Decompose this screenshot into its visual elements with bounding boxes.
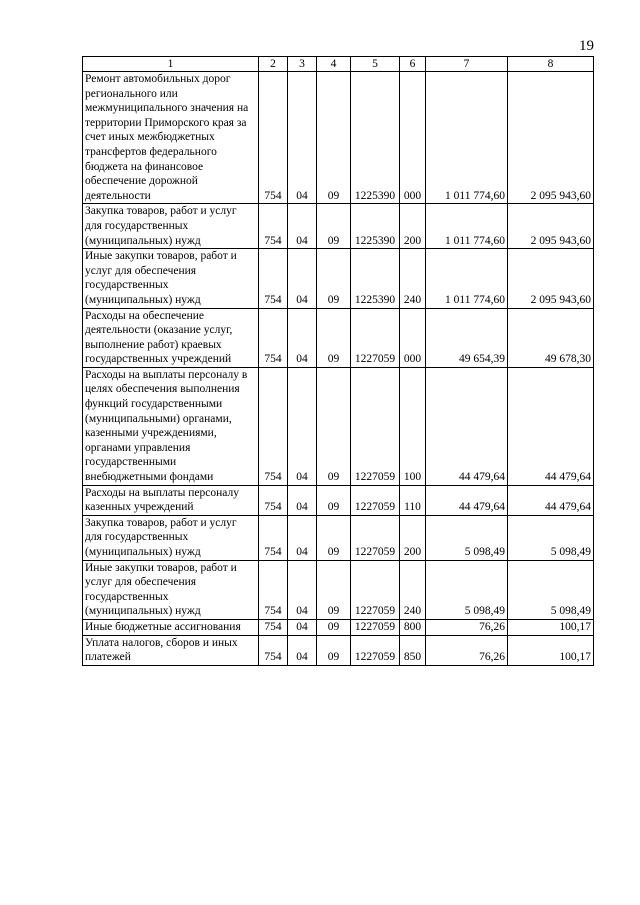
row-description: Иные бюджетные ассигнования (83, 619, 259, 635)
row-col-3: 04 (288, 249, 317, 308)
row-col-8: 44 479,64 (508, 485, 594, 515)
row-col-6: 100 (400, 367, 426, 485)
row-col-3: 04 (288, 560, 317, 619)
row-col-2: 754 (259, 308, 288, 367)
row-col-4: 09 (317, 249, 351, 308)
row-col-5: 1227059 (351, 485, 400, 515)
row-col-4: 09 (317, 72, 351, 204)
row-col-2: 754 (259, 560, 288, 619)
row-col-3: 04 (288, 485, 317, 515)
row-col-7: 1 011 774,60 (426, 249, 508, 308)
row-description: Расходы на выплаты персоналу в целях обеспечения выполнения функций государственными (муниципальными) органами, казенными учреждениями, органами управления государственными внебюджетными фондами (83, 367, 259, 485)
row-col-8: 5 098,49 (508, 560, 594, 619)
row-col-4: 09 (317, 204, 351, 249)
row-col-6: 000 (400, 308, 426, 367)
header-col-4: 4 (317, 57, 351, 72)
row-col-7: 44 479,64 (426, 485, 508, 515)
row-col-4: 09 (317, 560, 351, 619)
header-col-7: 7 (426, 57, 508, 72)
row-col-6: 200 (400, 515, 426, 560)
header-col-8: 8 (508, 57, 594, 72)
row-col-6: 850 (400, 635, 426, 665)
row-col-4: 09 (317, 308, 351, 367)
table-row (83, 485, 594, 515)
row-col-2: 754 (259, 204, 288, 249)
row-col-8: 100,17 (508, 635, 594, 665)
header-col-3: 3 (288, 57, 317, 72)
page-number: 19 (579, 38, 594, 54)
row-col-7: 5 098,49 (426, 515, 508, 560)
row-col-3: 04 (288, 515, 317, 560)
row-col-5: 1225390 (351, 249, 400, 308)
row-col-5: 1225390 (351, 204, 400, 249)
row-col-4: 09 (317, 485, 351, 515)
row-col-5: 1225390 (351, 72, 400, 204)
table-row (83, 72, 594, 204)
row-col-3: 04 (288, 367, 317, 485)
row-col-8: 49 678,30 (508, 308, 594, 367)
row-col-4: 09 (317, 635, 351, 665)
row-col-8: 2 095 943,60 (508, 204, 594, 249)
row-col-3: 04 (288, 619, 317, 635)
row-col-8: 44 479,64 (508, 367, 594, 485)
row-col-2: 754 (259, 72, 288, 204)
row-col-2: 754 (259, 485, 288, 515)
row-col-6: 000 (400, 72, 426, 204)
row-col-6: 200 (400, 204, 426, 249)
table-row (83, 308, 594, 367)
row-description: Расходы на выплаты персоналу казенных учреждений (83, 485, 259, 515)
row-col-2: 754 (259, 619, 288, 635)
row-col-5: 1227059 (351, 308, 400, 367)
row-col-4: 09 (317, 619, 351, 635)
row-col-6: 110 (400, 485, 426, 515)
row-col-5: 1227059 (351, 515, 400, 560)
row-description: Уплата налогов, сборов и иных платежей (83, 635, 259, 665)
table-row (83, 560, 594, 619)
row-description: Иные закупки товаров, работ и услуг для обеспечения государственных (муниципальных) нужд (83, 560, 259, 619)
row-description: Закупка товаров, работ и услуг для государственных (муниципальных) нужд (83, 515, 259, 560)
row-description: Закупка товаров, работ и услуг для государственных (муниципальных) нужд (83, 204, 259, 249)
header-col-2: 2 (259, 57, 288, 72)
row-col-2: 754 (259, 249, 288, 308)
row-description: Расходы на обеспечение деятельности (оказание услуг, выполнение работ) краевых государственных учреждений (83, 308, 259, 367)
row-col-7: 5 098,49 (426, 560, 508, 619)
row-col-4: 09 (317, 515, 351, 560)
header-col-6: 6 (400, 57, 426, 72)
row-col-3: 04 (288, 308, 317, 367)
table-row (83, 367, 594, 485)
row-col-8: 2 095 943,60 (508, 249, 594, 308)
header-row (83, 57, 594, 72)
table-row (83, 249, 594, 308)
row-col-6: 240 (400, 249, 426, 308)
header-col-1: 1 (83, 57, 259, 72)
table-row (83, 515, 594, 560)
row-col-3: 04 (288, 204, 317, 249)
row-col-5: 1227059 (351, 367, 400, 485)
row-col-8: 100,17 (508, 619, 594, 635)
row-col-5: 1227059 (351, 560, 400, 619)
table-row (83, 635, 594, 665)
row-col-3: 04 (288, 72, 317, 204)
row-col-7: 49 654,39 (426, 308, 508, 367)
row-col-8: 2 095 943,60 (508, 72, 594, 204)
row-col-7: 1 011 774,60 (426, 72, 508, 204)
row-col-3: 04 (288, 635, 317, 665)
row-col-7: 44 479,64 (426, 367, 508, 485)
row-col-2: 754 (259, 515, 288, 560)
table-row (83, 619, 594, 635)
row-col-2: 754 (259, 635, 288, 665)
budget-table (82, 56, 594, 666)
row-col-7: 76,26 (426, 635, 508, 665)
row-description: Ремонт автомобильных дорог регионального или межмуниципального значения на территории Приморского края за счет иных межбюджетных трансфертов федерального бюджета на финансовое обеспечение дорожной деятельности (83, 72, 259, 204)
row-description: Иные закупки товаров, работ и услуг для обеспечения государственных (муниципальных) нужд (83, 249, 259, 308)
table-row (83, 204, 594, 249)
row-col-4: 09 (317, 367, 351, 485)
header-col-5: 5 (351, 57, 400, 72)
row-col-7: 76,26 (426, 619, 508, 635)
row-col-5: 1227059 (351, 635, 400, 665)
row-col-6: 800 (400, 619, 426, 635)
row-col-2: 754 (259, 367, 288, 485)
row-col-5: 1227059 (351, 619, 400, 635)
row-col-7: 1 011 774,60 (426, 204, 508, 249)
row-col-8: 5 098,49 (508, 515, 594, 560)
row-col-6: 240 (400, 560, 426, 619)
